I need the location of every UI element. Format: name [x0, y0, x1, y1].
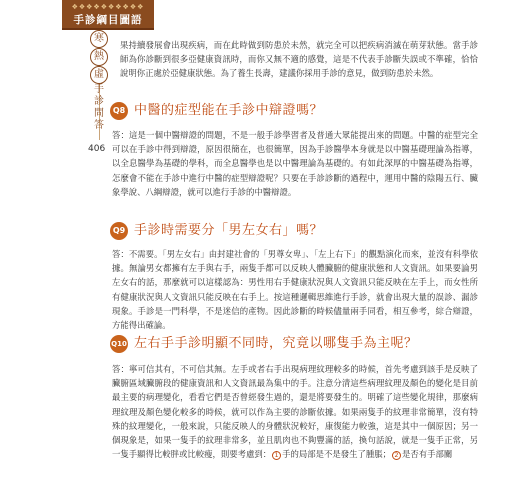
answer-q10-item1: 手的局部是不是發生了腫脹；	[282, 449, 391, 460]
banner-title: 手診綱目圖語	[73, 14, 143, 26]
rail-section-label: 手診問答	[94, 84, 104, 131]
question-q9	[110, 220, 490, 242]
question-badge: Q9	[110, 222, 128, 240]
question-badge: Q10	[110, 335, 128, 353]
rail-circle-1: 寒	[90, 30, 108, 48]
header-banner	[62, 0, 154, 30]
banner-ornament: ❖❖❖❖❖❖❖❖❖❖	[71, 3, 145, 11]
rail-circle-2: 熱	[90, 48, 108, 66]
question-q10	[110, 333, 490, 355]
page-number: 406	[88, 144, 106, 154]
question-q8	[110, 100, 490, 122]
intro-paragraph: 果持續發展會出現疾病，而在此時做到防患於未然，就完全可以把疾病消滅在萌芽狀態。當手診師為你診斷到很多亞健康資訊時，而你又無不適的感覺，這是不代表手診斷失誤或不準確，恰恰說明你正處於亞健康狀態。為了養生長壽，建議你採用手診的意見，做到防患於未然。	[120, 40, 478, 79]
question-title: 左右手手診明顯不同時，究竟以哪隻手為主呢？	[134, 336, 418, 351]
question-title: 中醫的症型能在手診中辯證嗎？	[134, 103, 324, 118]
answer-q10	[112, 362, 478, 461]
answer-q10-text: 答：寧可信其有，不可信其無。左手或者右手出現病理紋理較多的時候，首先考慮到該手是反映了臟腑區域臟腑段的健康資訊和人文資訊最為集中的手。注意分清這些病理紋理及顏色的變化是目前最主要的病理變化，看看它們是否曾經發生過的，還是將要發生的。明確了這些變化規律，那麼病理紋理及顏色變化較多的時候，就可以作為主要的診斷依據。如果兩隻手的紋理非常簡單，沒有特殊的紋理變化，一般來說，只能反映人的身體狀況較好，康復能力較強，這是其中一個原因；另一個現象是，如果一隻手的紋理非常多，並且肌肉也不夠豐滿的話，換句話說，就是一隻手正常，另一隻手顯得比較胖或比較瘦，則要考慮到：	[112, 364, 478, 460]
question-title: 手診時需要分「男左女右」嗎？	[134, 223, 324, 238]
answer-q9: 答：不需要。「男左女右」由封建社會的「男尊女卑」、「左上右下」的觀點演化而來，並沒有科學依據。無論男女都擁有左手與右手，兩隻手都可以反映人體臟腑的健康狀態和人文資訊。如果要論男左女右的話，那麼就可以這樣認為：男性用右手健康狀況與人文資訊只能反映在左手上，而女性所有健康狀況與人文資訊只能反映在右手上。按這種邏輯思維進行手診，就會出現大量的誤診、漏診現象。手診是一門科學，不是迷信的產物。因此診斷的時候儘量兩手同看，相互參考，綜合辯證，方能得出確論。	[112, 249, 478, 331]
answer-q10-item2: 是否有手部關	[402, 449, 453, 460]
rail-circle-3: 虛	[90, 66, 108, 84]
circled-number-1: 1	[272, 451, 281, 460]
circled-number-2: 2	[392, 451, 401, 460]
question-badge: Q8	[110, 102, 128, 120]
answer-q8: 答：這是一個中醫辯證的問題，不是一般手診學習者及普通大眾能提出來的問題。中醫的症型完全可以在手診中得到辯證，原因很簡在，也很簡單，因為手診醫學本身就是以中醫基礎理論為指導，以全息醫學為基礎的學科，而全息醫學也是以中醫理論為基礎的。有如此深厚的中醫基礎為指導，怎麼會不能在手診中進行中醫的症型辯證呢？只要在手診診斷的過程中，運用中醫的陰陽五行、臟象學說、八綱辯證，就可以進行手診的中醫辯證。	[112, 130, 478, 197]
